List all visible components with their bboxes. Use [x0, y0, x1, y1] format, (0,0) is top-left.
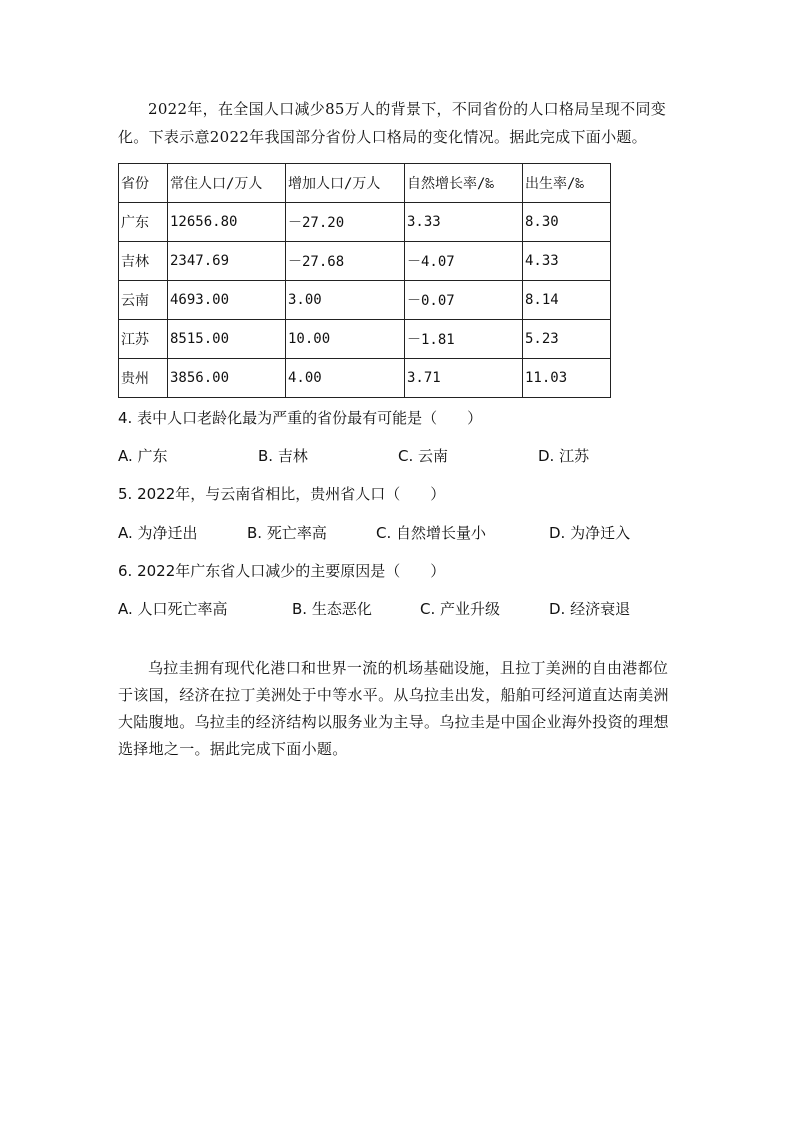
option-a: A. 人口死亡率高: [118, 600, 228, 618]
intro-paragraph: 2022年，在全国人口减少85万人的背景下，不同省份的人口格局呈现不同变化。下表示意2022年我国部分省份人口格局的变化情况。据此完成下面小题。: [118, 100, 667, 146]
option-c: C. 自然增长量小: [376, 524, 487, 542]
population-table: [118, 163, 611, 398]
option-c: C. 产业升级: [420, 600, 501, 618]
table-row: [119, 203, 611, 242]
table-cell: 11.03: [523, 359, 611, 398]
option-d: D. 经济衰退: [549, 600, 631, 618]
question-6-stem: 6. 2022年广东省人口减少的主要原因是（ ）: [118, 562, 446, 580]
question-4-options: [118, 445, 678, 467]
question-5-stem: 5. 2022年，与云南省相比，贵州省人口（ ）: [118, 485, 446, 503]
table-cell: －27.68: [286, 242, 405, 281]
table-header-cell: 增加人口/万人: [286, 164, 405, 203]
option-d: D. 江苏: [538, 447, 590, 465]
table-cell: 8.30: [523, 203, 611, 242]
table-cell: 4.00: [286, 359, 405, 398]
question-4-stem: 4. 表中人口老龄化最为严重的省份最有可能是（ ）: [118, 409, 483, 427]
table-cell: 贵州: [119, 359, 168, 398]
table-cell: －0.07: [405, 281, 523, 320]
table-cell: 4.33: [523, 242, 611, 281]
option-a: A. 为净迁出: [118, 524, 198, 542]
table-row: [119, 320, 611, 359]
option-d: D. 为净迁入: [549, 524, 631, 542]
option-a: A. 广东: [118, 447, 168, 465]
table-cell: 吉林: [119, 242, 168, 281]
table-cell: 5.23: [523, 320, 611, 359]
table-cell: 云南: [119, 281, 168, 320]
uruguay-paragraph: 乌拉圭拥有现代化港口和世界一流的机场基础设施，且拉丁美洲的自由港都位于该国，经济在拉丁美洲处于中等水平。从乌拉圭出发，船舶可经河道直达南美洲大陆腹地。乌拉圭的经济结构以服务业为主导。乌拉圭是中国企业海外投资的理想选择地之一。据此完成下面小题。: [118, 659, 669, 758]
table-cell: 4693.00: [168, 281, 286, 320]
table-cell: －27.20: [286, 203, 405, 242]
option-b: B. 生态恶化: [292, 600, 372, 618]
question-6-options: [118, 598, 678, 620]
table-row: [119, 281, 611, 320]
table-cell: －4.07: [405, 242, 523, 281]
table-cell: 广东: [119, 203, 168, 242]
table-cell: 3856.00: [168, 359, 286, 398]
option-c: C. 云南: [398, 447, 449, 465]
table-cell: 8.14: [523, 281, 611, 320]
table-cell: 江苏: [119, 320, 168, 359]
question-5-options: [118, 522, 678, 544]
option-b: B. 死亡率高: [247, 524, 327, 542]
table-cell: 2347.69: [168, 242, 286, 281]
option-b: B. 吉林: [258, 447, 308, 465]
table-cell: 10.00: [286, 320, 405, 359]
table-header-cell: 自然增长率/‰: [405, 164, 523, 203]
table-cell: 12656.80: [168, 203, 286, 242]
table-header-row: [119, 164, 611, 203]
table-cell: 3.33: [405, 203, 523, 242]
table-header-cell: 出生率/‰: [523, 164, 611, 203]
table-cell: －1.81: [405, 320, 523, 359]
table-cell: 8515.00: [168, 320, 286, 359]
table-row: [119, 359, 611, 398]
table-header-cell: 省份: [119, 164, 168, 203]
table-row: [119, 242, 611, 281]
table-cell: 3.71: [405, 359, 523, 398]
table-header-cell: 常住人口/万人: [168, 164, 286, 203]
table-cell: 3.00: [286, 281, 405, 320]
